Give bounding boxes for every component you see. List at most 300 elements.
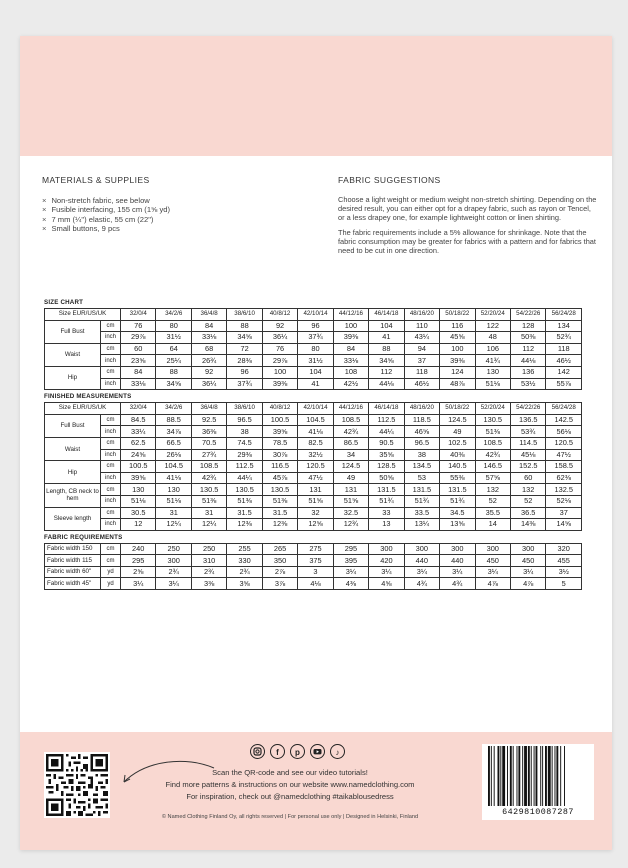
value-cell: 39⅜ — [440, 355, 475, 367]
value-cell: 38 — [404, 449, 439, 461]
value-cell: 52 — [511, 495, 546, 507]
barcode-bar — [491, 746, 492, 806]
value-cell: 31.5 — [262, 507, 297, 519]
value-cell: 300 — [510, 543, 545, 555]
value-cell: 29⅞ — [262, 355, 297, 367]
value-cell: 12¾ — [333, 519, 368, 531]
barcode — [482, 744, 594, 820]
value-cell: 3¼ — [121, 578, 156, 590]
value-cell: 130.5 — [227, 484, 262, 496]
size-header-cell: 54/22/26 — [511, 403, 546, 415]
value-cell: 96 — [227, 366, 262, 378]
value-cell: 37 — [404, 355, 439, 367]
value-cell: 250 — [156, 543, 191, 555]
value-cell: 300 — [475, 543, 510, 555]
value-cell: 5 — [546, 578, 582, 590]
value-cell: 30⅞ — [262, 449, 297, 461]
value-cell: 64 — [156, 343, 191, 355]
barcode-bar — [524, 746, 527, 806]
value-cell: 131 — [333, 484, 368, 496]
size-header-cell: 34/2/6 — [156, 309, 191, 321]
value-cell: 14 — [475, 519, 510, 531]
size-header-cell: 44/12/16 — [333, 403, 368, 415]
value-cell: 130 — [121, 484, 156, 496]
table-row — [45, 472, 582, 484]
size-header-cell: 38/6/10 — [227, 403, 262, 415]
value-cell: 132.5 — [546, 484, 582, 496]
value-cell: 2⅝ — [121, 566, 156, 578]
unit-cell: cm — [101, 320, 121, 332]
unit-cell: yd — [101, 566, 121, 578]
value-cell: 116 — [440, 320, 475, 332]
row-label: Hip — [45, 461, 101, 484]
barcode-bar — [536, 746, 538, 806]
value-cell: 39⅝ — [262, 426, 297, 438]
value-cell: 51¾ — [404, 495, 439, 507]
table-row — [45, 578, 582, 590]
value-cell: 88 — [227, 320, 262, 332]
value-cell: 70.5 — [191, 437, 226, 449]
unit-cell: inch — [101, 355, 121, 367]
value-cell: 39⅝ — [121, 472, 156, 484]
value-cell: 4⅞ — [475, 578, 510, 590]
value-cell: 80 — [298, 343, 333, 355]
fabric-requirements-title: FABRIC REQUIREMENTS — [44, 533, 123, 541]
value-cell: 300 — [440, 543, 475, 555]
value-cell: 42¾ — [191, 472, 226, 484]
value-cell: 158.5 — [546, 461, 582, 473]
value-cell: 51¾ — [369, 495, 404, 507]
value-cell: 37¾ — [227, 378, 262, 390]
table-row — [45, 414, 582, 426]
size-header-cell: 46/14/18 — [369, 403, 404, 415]
value-cell: 51¾ — [440, 495, 475, 507]
value-cell: 40⅜ — [440, 449, 475, 461]
table-row — [45, 343, 582, 355]
value-cell: 62.5 — [121, 437, 156, 449]
value-cell: 4¾ — [404, 578, 439, 590]
unit-cell: cm — [101, 507, 121, 519]
row-label: Length, CB neck to hem — [45, 484, 101, 507]
value-cell: 50⅜ — [511, 332, 546, 344]
value-cell: 136.5 — [511, 414, 546, 426]
barcode-bar — [500, 746, 501, 806]
value-cell: 94 — [404, 343, 439, 355]
value-cell: 132 — [511, 484, 546, 496]
row-label: Fabric width 115 — [45, 555, 101, 567]
table-row — [45, 519, 582, 531]
unit-cell: inch — [101, 426, 121, 438]
value-cell: 46⅝ — [404, 426, 439, 438]
value-cell: 26⅛ — [156, 449, 191, 461]
value-cell: 50⅝ — [369, 472, 404, 484]
footer-line-qr: Scan the QR-code and see our video tutorials! — [212, 768, 368, 777]
table-row — [45, 320, 582, 332]
barcode-bar — [534, 746, 535, 806]
value-cell: 106 — [475, 343, 510, 355]
value-cell: 39⅜ — [333, 332, 368, 344]
table-header-row — [45, 403, 582, 415]
barcode-bar — [556, 746, 558, 806]
value-cell: 68 — [191, 343, 226, 355]
value-cell: 31 — [191, 507, 226, 519]
value-cell: 124.5 — [333, 461, 368, 473]
size-header-cell: 42/10/14 — [298, 309, 333, 321]
value-cell: 33.5 — [404, 507, 439, 519]
value-cell: 142 — [546, 366, 582, 378]
size-header-cell: 54/22/26 — [511, 309, 546, 321]
value-cell: 60 — [511, 472, 546, 484]
value-cell: 130.5 — [191, 484, 226, 496]
value-cell: 104.5 — [156, 461, 191, 473]
value-cell: 29⅜ — [227, 449, 262, 461]
unit-cell: yd — [101, 578, 121, 590]
table-row — [45, 555, 582, 567]
value-cell: 38 — [227, 426, 262, 438]
value-cell: 108.5 — [191, 461, 226, 473]
value-cell: 116.5 — [262, 461, 297, 473]
finished-measurements-table — [44, 402, 582, 531]
unit-cell: inch — [101, 472, 121, 484]
table-row — [45, 332, 582, 344]
value-cell: 295 — [121, 555, 156, 567]
value-cell: 131.5 — [440, 484, 475, 496]
value-cell: 3¼ — [440, 566, 475, 578]
value-cell: 124 — [440, 366, 475, 378]
value-cell: 49 — [333, 472, 368, 484]
value-cell: 12¼ — [156, 519, 191, 531]
value-cell: 52¾ — [546, 332, 582, 344]
barcode-bar — [560, 746, 561, 806]
value-cell: 53½ — [511, 378, 546, 390]
value-cell: 2⅞ — [262, 566, 297, 578]
tiktok-icon[interactable]: ♪ — [330, 744, 345, 759]
value-cell: 48⅞ — [440, 378, 475, 390]
unit-cell: cm — [101, 343, 121, 355]
value-cell: 51⅜ — [191, 495, 226, 507]
value-cell: 375 — [298, 555, 333, 567]
value-cell: 108.5 — [475, 437, 510, 449]
value-cell: 12⅜ — [262, 519, 297, 531]
unit-cell: inch — [101, 495, 121, 507]
value-cell: 112.5 — [369, 414, 404, 426]
value-cell: 51⅛ — [156, 495, 191, 507]
barcode-bar — [488, 746, 490, 806]
value-cell: 102.5 — [440, 437, 475, 449]
value-cell: 51⅛ — [121, 495, 156, 507]
row-label: Waist — [45, 437, 101, 460]
unit-cell: inch — [101, 449, 121, 461]
barcode-bar — [498, 746, 500, 806]
unit-cell: inch — [101, 332, 121, 344]
value-cell: 34⅝ — [156, 378, 191, 390]
size-header-cell: 48/16/20 — [404, 309, 439, 321]
value-cell: 62⅜ — [546, 472, 582, 484]
value-cell: 27¾ — [191, 449, 226, 461]
value-cell: 35⅝ — [369, 449, 404, 461]
value-cell: 14⅝ — [546, 519, 582, 531]
value-cell: 4⅛ — [298, 578, 333, 590]
materials-item: × Non-stretch fabric, see below — [42, 196, 302, 205]
table-row — [45, 355, 582, 367]
value-cell: 440 — [404, 555, 439, 567]
value-cell: 3⅜ — [191, 578, 226, 590]
value-cell: 4¾ — [440, 578, 475, 590]
size-header-cell: 44/12/16 — [333, 309, 368, 321]
table-header-row — [45, 309, 582, 321]
fabric-paragraph: The fabric requirements include a 5% allowance for shrinkage. Note that the fabric consumption may be greater for fabrics with a pattern and for fabrics that need to be cut in one direction. — [338, 227, 596, 255]
value-cell: 450 — [475, 555, 510, 567]
value-cell: 120.5 — [546, 437, 582, 449]
value-cell: 78.5 — [262, 437, 297, 449]
value-cell: 300 — [404, 543, 439, 555]
table-row — [45, 507, 582, 519]
row-label: Full Bust — [45, 320, 101, 343]
youtube-icon[interactable] — [310, 744, 325, 759]
value-cell: 57⅝ — [475, 472, 510, 484]
value-cell: 30.5 — [121, 507, 156, 519]
value-cell: 420 — [369, 555, 404, 567]
value-cell: 23⅝ — [121, 355, 156, 367]
value-cell: 41¾ — [475, 355, 510, 367]
value-cell: 12¼ — [191, 519, 226, 531]
value-cell: 128.5 — [369, 461, 404, 473]
value-cell: 25¼ — [156, 355, 191, 367]
top-color-band — [20, 36, 612, 156]
pinterest-icon[interactable]: p — [290, 744, 305, 759]
size-header-cell: 42/10/14 — [298, 403, 333, 415]
value-cell: 100.5 — [262, 414, 297, 426]
value-cell: 36¼ — [262, 332, 297, 344]
value-cell: 13¼ — [404, 519, 439, 531]
unit-cell: cm — [101, 437, 121, 449]
value-cell: 36⅜ — [191, 426, 226, 438]
barcode-bar — [564, 746, 565, 806]
value-cell: 42¾ — [333, 426, 368, 438]
value-cell: 12⅝ — [298, 519, 333, 531]
value-cell: 130.5 — [262, 484, 297, 496]
barcode-bar — [518, 746, 520, 806]
value-cell: 131 — [298, 484, 333, 496]
value-cell: 44⅛ — [369, 378, 404, 390]
size-header-label: Size EUR/US/UK — [45, 403, 121, 415]
barcode-bar — [510, 746, 512, 806]
barcode-bar — [528, 746, 530, 806]
value-cell: 48 — [475, 332, 510, 344]
facebook-icon[interactable]: f — [270, 744, 285, 759]
value-cell: 88 — [369, 343, 404, 355]
value-cell: 51⅜ — [475, 426, 510, 438]
value-cell: 37 — [546, 507, 582, 519]
value-cell: 53¾ — [511, 426, 546, 438]
value-cell: 32 — [298, 507, 333, 519]
value-cell: 100 — [440, 343, 475, 355]
value-cell: 90.5 — [369, 437, 404, 449]
barcode-bar — [531, 746, 532, 806]
value-cell: 37¾ — [298, 332, 333, 344]
size-header-cell: 36/4/8 — [191, 309, 226, 321]
value-cell: 275 — [298, 543, 333, 555]
value-cell: 49 — [440, 426, 475, 438]
value-cell: 250 — [191, 543, 226, 555]
value-cell: 4⅞ — [510, 578, 545, 590]
table-row — [45, 378, 582, 390]
value-cell: 84.5 — [121, 414, 156, 426]
barcode-bar — [540, 746, 541, 806]
value-cell: 118 — [546, 343, 582, 355]
value-cell: 3¼ — [475, 566, 510, 578]
value-cell: 4⅝ — [369, 578, 404, 590]
size-chart-table — [44, 308, 582, 390]
value-cell: 72 — [227, 343, 262, 355]
value-cell: 3¼ — [333, 566, 368, 578]
value-cell: 33⅛ — [191, 332, 226, 344]
value-cell: 96.5 — [404, 437, 439, 449]
value-cell: 36¼ — [191, 378, 226, 390]
size-header-cell: 56/24/28 — [546, 309, 582, 321]
size-header-cell: 56/24/28 — [546, 403, 582, 415]
value-cell: 53 — [404, 472, 439, 484]
materials-item: × 7 mm (¼") elastic, 55 cm (22") — [42, 215, 302, 224]
value-cell: 2¾ — [191, 566, 226, 578]
value-cell: 104.5 — [298, 414, 333, 426]
value-cell: 44⅛ — [511, 355, 546, 367]
value-cell: 112 — [511, 343, 546, 355]
value-cell: 330 — [227, 555, 262, 567]
value-cell: 110 — [404, 320, 439, 332]
value-cell: 13 — [369, 519, 404, 531]
unit-cell: inch — [101, 378, 121, 390]
fabric-requirements-table — [44, 543, 582, 590]
value-cell: 52 — [475, 495, 510, 507]
size-header-cell: 34/2/6 — [156, 403, 191, 415]
value-cell: 112.5 — [227, 461, 262, 473]
row-label: Fabric width 60" — [45, 566, 101, 578]
pattern-back-page — [20, 36, 612, 850]
value-cell: 2¾ — [156, 566, 191, 578]
row-label: Sleeve length — [45, 507, 101, 530]
value-cell: 44¼ — [227, 472, 262, 484]
table-row — [45, 449, 582, 461]
value-cell: 45⅝ — [440, 332, 475, 344]
value-cell: 92 — [262, 320, 297, 332]
value-cell: 440 — [440, 555, 475, 567]
value-cell: 310 — [191, 555, 226, 567]
row-label: Fabric width 150 — [45, 543, 101, 555]
value-cell: 130 — [156, 484, 191, 496]
value-cell: 131.5 — [404, 484, 439, 496]
value-cell: 13⅝ — [440, 519, 475, 531]
value-cell: 80 — [156, 320, 191, 332]
finished-measurements-title: FINISHED MEASUREMENTS — [44, 393, 132, 401]
value-cell: 45⅛ — [511, 449, 546, 461]
value-cell: 112 — [369, 366, 404, 378]
value-cell: 46½ — [546, 355, 582, 367]
materials-title: MATERIALS & SUPPLIES — [42, 175, 150, 185]
value-cell: 31½ — [298, 355, 333, 367]
fabric-suggestions-text — [338, 196, 598, 261]
table-row — [45, 566, 582, 578]
value-cell: 136 — [511, 366, 546, 378]
value-cell: 26¾ — [191, 355, 226, 367]
barcode-bar — [522, 746, 523, 806]
size-header-cell: 52/20/24 — [475, 403, 510, 415]
value-cell: 42½ — [333, 378, 368, 390]
value-cell: 46½ — [404, 378, 439, 390]
value-cell: 41⅛ — [156, 472, 191, 484]
value-cell: 130.5 — [475, 414, 510, 426]
barcode-bar — [513, 746, 514, 806]
value-cell: 2¾ — [227, 566, 262, 578]
table-row — [45, 437, 582, 449]
value-cell: 3½ — [546, 566, 582, 578]
value-cell: 55⅜ — [440, 472, 475, 484]
value-cell: 134 — [546, 320, 582, 332]
value-cell: 84 — [191, 320, 226, 332]
value-cell: 82.5 — [298, 437, 333, 449]
size-header-cell: 50/18/22 — [440, 403, 475, 415]
value-cell: 51⅝ — [333, 495, 368, 507]
row-label: Waist — [45, 343, 101, 366]
value-cell: 34⅞ — [156, 426, 191, 438]
unit-cell: cm — [101, 484, 121, 496]
value-cell: 41 — [369, 332, 404, 344]
value-cell: 33 — [369, 507, 404, 519]
unit-cell: cm — [101, 461, 121, 473]
table-row — [45, 484, 582, 496]
value-cell: 42¾ — [475, 449, 510, 461]
barcode-bar — [545, 746, 547, 806]
value-cell: 118 — [404, 366, 439, 378]
value-cell: 450 — [510, 555, 545, 567]
value-cell: 100 — [262, 366, 297, 378]
value-cell: 3¼ — [369, 566, 404, 578]
size-header-label: Size EUR/US/UK — [45, 309, 121, 321]
instagram-icon[interactable] — [250, 744, 265, 759]
value-cell: 34⅝ — [227, 332, 262, 344]
value-cell: 3¼ — [156, 578, 191, 590]
value-cell: 132 — [475, 484, 510, 496]
fabric-suggestions-title: FABRIC SUGGESTIONS — [338, 175, 441, 185]
value-cell: 3⅝ — [227, 578, 262, 590]
value-cell: 108 — [333, 366, 368, 378]
value-cell: 34.5 — [440, 507, 475, 519]
materials-list — [42, 196, 302, 234]
table-row — [45, 543, 582, 555]
qr-code[interactable] — [44, 752, 110, 818]
value-cell: 142.5 — [546, 414, 582, 426]
value-cell: 128 — [511, 320, 546, 332]
table-row — [45, 461, 582, 473]
value-cell: 14⅜ — [511, 519, 546, 531]
materials-item: × Small buttons, 9 pcs — [42, 224, 302, 233]
barcode-bar — [548, 746, 551, 806]
footer-line-website: Find more patterns & instructions on our website www.namedclothing.com — [165, 780, 415, 789]
table-row — [45, 495, 582, 507]
value-cell: 3¼ — [510, 566, 545, 578]
value-cell: 36.5 — [511, 507, 546, 519]
size-header-cell: 40/8/12 — [262, 309, 297, 321]
value-cell: 130 — [475, 366, 510, 378]
value-cell: 51⅛ — [475, 378, 510, 390]
value-cell: 3¼ — [404, 566, 439, 578]
value-cell: 35.5 — [475, 507, 510, 519]
value-cell: 12 — [121, 519, 156, 531]
value-cell: 47½ — [546, 449, 582, 461]
value-cell: 41 — [298, 378, 333, 390]
size-header-cell: 46/14/18 — [369, 309, 404, 321]
fabric-paragraph: Choose a light weight or medium weight non-stretch shirting. Depending on the desired result, you can either opt for a drapey fabric, such as rayon or Tencel, or a less drapey one, for example lightweight cotton or linen shirting. — [338, 195, 597, 222]
